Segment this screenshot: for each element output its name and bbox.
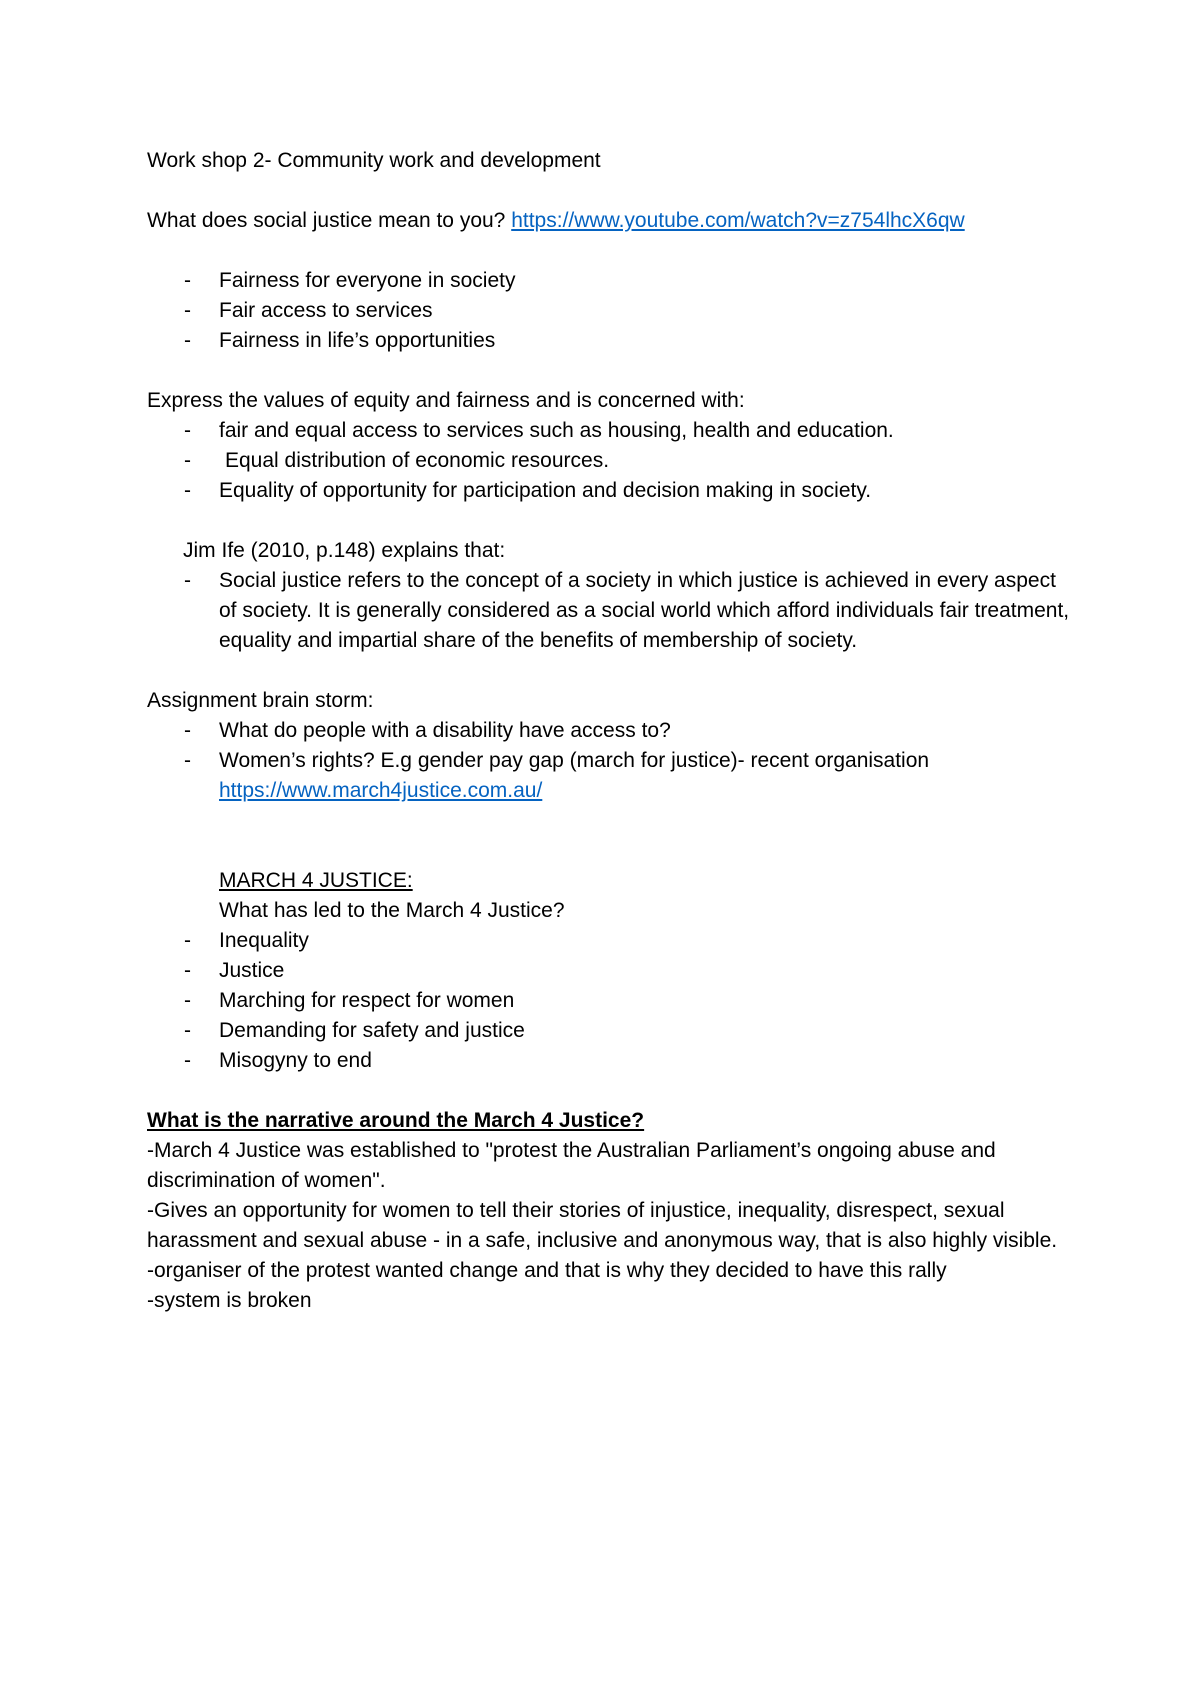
ife-list (147, 566, 1077, 656)
list-item: - Fairness for everyone in society (147, 266, 1077, 296)
list-item: - Demanding for safety and justice (147, 1016, 1077, 1046)
list-item: - Fairness in life’s opportunities (147, 326, 1077, 356)
narrative-line: -March 4 Justice was established to "protest the Australian Parliament’s ongoing abuse and discrimination of women". (147, 1139, 996, 1192)
document-title: Work shop 2- Community work and development (147, 149, 601, 172)
youtube-link[interactable]: https://www.youtube.com/watch?v=z754lhcX6qw (511, 209, 965, 232)
brainstorm-list (147, 716, 1077, 806)
list-item: - Justice (147, 956, 1077, 986)
list-item: - Women’s rights? E.g gender pay gap (march for justice)- recent organisation https://www.march4justice.com.au/ (147, 746, 1077, 806)
narrative-line: -organiser of the protest wanted change and that is why they decided to have this rally (147, 1259, 947, 1282)
list-item: - Inequality (147, 926, 1077, 956)
list-item: - Misogyny to end (147, 1046, 1077, 1076)
narrative-line: -Gives an opportunity for women to tell their stories of injustice, inequality, disrespect, sexual harassment and sexual abuse - in a safe, inclusive and anonymous way, that is also highly visible. (147, 1199, 1058, 1252)
march-list (147, 926, 1077, 1076)
list-item: - Fair access to services (147, 296, 1077, 326)
list-item: - Equality of opportunity for participation and decision making in society. (147, 476, 1077, 506)
list-item: - fair and equal access to services such as housing, health and education. (147, 416, 1077, 446)
narrative-heading: What is the narrative around the March 4 Justice? (147, 1109, 645, 1132)
question-text: What does social justice mean to you? (147, 209, 512, 232)
document-body (147, 146, 1077, 1316)
list-item: - What do people with a disability have access to? (147, 716, 1077, 746)
brainstorm-intro: Assignment brain storm: (147, 689, 374, 712)
question-line (147, 206, 1077, 236)
list-item: - Marching for respect for women (147, 986, 1077, 1016)
march-heading: MARCH 4 JUSTICE: (219, 869, 413, 892)
list-item: - Equal distribution of economic resources. (147, 446, 1077, 476)
ife-intro: Jim Ife (2010, p.148) explains that: (183, 539, 506, 562)
meaning-list (147, 266, 1077, 356)
march4justice-link[interactable]: https://www.march4justice.com.au/ (219, 779, 543, 802)
values-list (147, 416, 1077, 506)
march-question: What has led to the March 4 Justice? (219, 899, 565, 922)
values-intro: Express the values of equity and fairness and is concerned with: (147, 389, 745, 412)
list-item: - Social justice refers to the concept of a society in which justice is achieved in every aspect of society. It is generally considered as a social world which afford individuals fair treatment, equality and impartial share of the benefits of membership of society. (147, 566, 1077, 656)
narrative-line: -system is broken (147, 1289, 312, 1312)
